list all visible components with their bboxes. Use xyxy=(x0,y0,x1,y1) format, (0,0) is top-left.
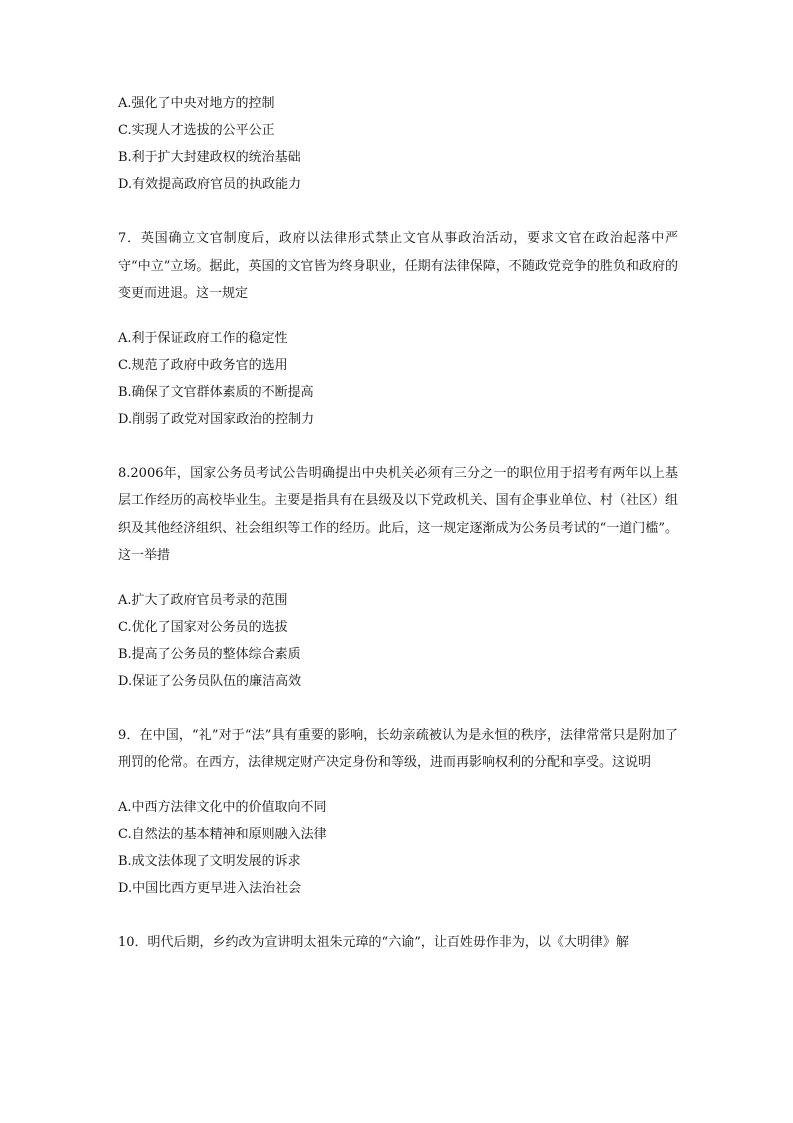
option-d: D.有效提高政府官员的执政能力 xyxy=(118,177,302,192)
option-b: B.利于扩大封建政权的统治基础 xyxy=(118,150,301,165)
option-c: C.实现人才选拔的公平公正 xyxy=(118,123,275,138)
option-a: A.中西方法律文化中的价值取向不同 xyxy=(118,799,327,815)
question-6-options xyxy=(118,93,678,201)
question-9-options xyxy=(118,797,678,905)
option-b: B.确保了文官群体素质的不断提高 xyxy=(118,384,314,400)
option-c: C.自然法的基本精神和原则融入法律 xyxy=(118,826,327,842)
option-d: D.中国比西方更早进入法治社会 xyxy=(118,880,302,896)
question-8-options xyxy=(118,590,678,698)
option-a: A.强化了中央对地方的控制 xyxy=(118,96,275,111)
option-d: D.保证了公务员队伍的廉洁高效 xyxy=(118,673,302,689)
question-10-stem: 10．明代后期，乡约改为宣讲明太祖朱元璋的“六谕”，让百姓毋作非为，以《大明律》解 xyxy=(118,934,629,950)
question-8-stem: 8.2006年，国家公务员考试公告明确提出中央机关必须有三分之一的职位用于招考有两年以上基层工作经历的高校毕业生。主要是指具有在县级及以下党政机关、国有企事业单位、村（社区）组织及其他经济组织、社会组织等工作的经历。此后，这一规定逐渐成为公务员考试的“一道门槛”。这一举措 xyxy=(118,465,678,563)
question-7-stem: 7．英国确立文官制度后，政府以法律形式禁止文官从事政治活动，要求文官在政治起落中严守“中立”立场。据此，英国的文官皆为终身职业，任期有法律保障，不随政党竞争的胜负和政府的变更而进退。这一规定 xyxy=(118,231,678,301)
question-7-options xyxy=(118,328,678,436)
option-c: C.优化了国家对公务员的选拔 xyxy=(118,619,288,635)
option-b: B.提高了公务员的整体综合素质 xyxy=(118,646,301,662)
question-9-stem: 9．在中国，“礼”对于“法”具有重要的影响，长幼亲疏被认为是永恒的秩序，法律常常只是附加了刑罚的伦常。在西方，法律规定财产决定身份和等级，进而再影响权利的分配和享受。这说明 xyxy=(118,727,678,770)
option-b: B.成文法体现了文明发展的诉求 xyxy=(118,853,301,869)
option-c: C.规范了政府中政务官的选用 xyxy=(118,357,288,373)
option-a: A.利于保证政府工作的稳定性 xyxy=(118,330,288,346)
option-a: A.扩大了政府官员考录的范围 xyxy=(118,592,288,608)
option-d: D.削弱了政党对国家政治的控制力 xyxy=(118,411,315,427)
document-content xyxy=(118,93,678,956)
